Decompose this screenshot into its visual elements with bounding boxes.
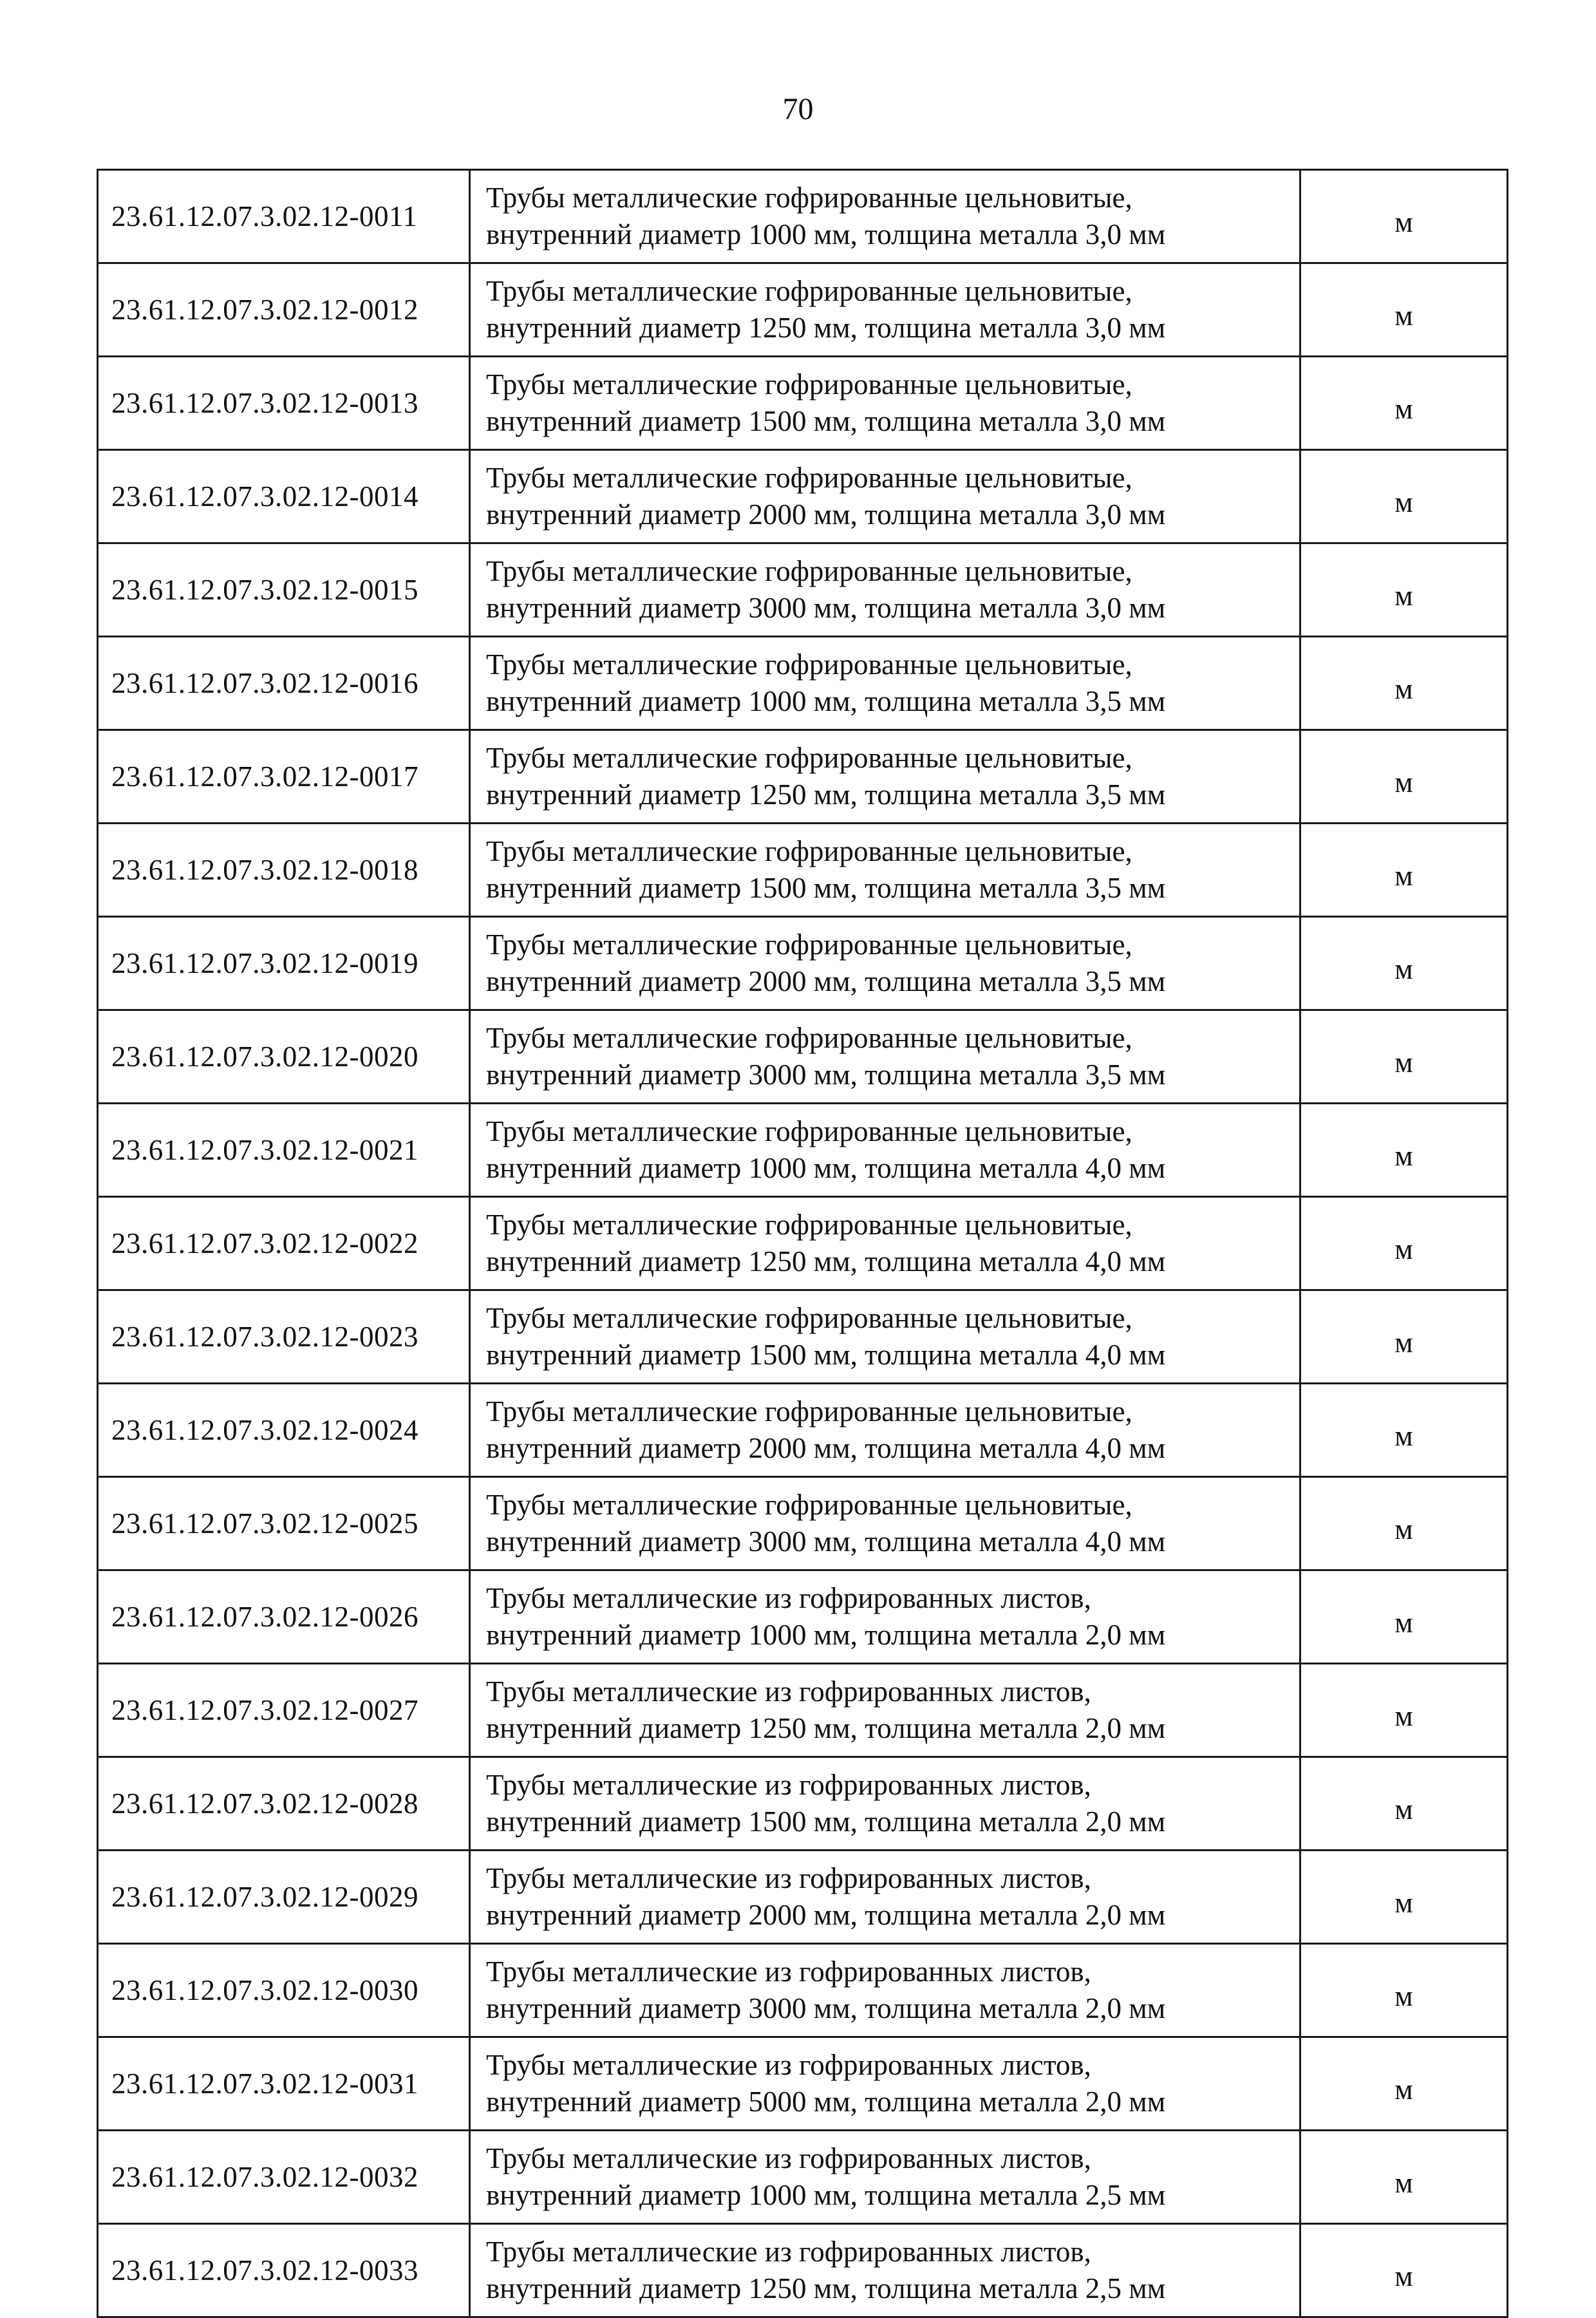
resource-code-cell: 23.61.12.07.3.02.12-0025 xyxy=(98,1477,470,1570)
resource-name-line-1: Трубы металлические гофрированные цельновитые, xyxy=(486,555,1132,587)
resource-code-cell: 23.61.12.07.3.02.12-0022 xyxy=(98,1197,470,1290)
resource-name-cell xyxy=(470,543,1300,637)
resource-name-cell xyxy=(470,1197,1300,1290)
resource-name-line-1: Трубы металлические гофрированные цельновитые, xyxy=(486,462,1132,494)
resource-name-cell xyxy=(470,2131,1300,2224)
resource-name-line-2: внутренний диаметр 2000 мм, толщина металла 2,0 мм xyxy=(486,1899,1166,1931)
resource-name-line-2: внутренний диаметр 1000 мм, толщина металла 3,0 мм xyxy=(486,218,1166,250)
resource-code-cell: 23.61.12.07.3.02.12-0023 xyxy=(98,1290,470,1384)
resource-code-cell: 23.61.12.07.3.02.12-0019 xyxy=(98,917,470,1010)
table-row xyxy=(98,450,1508,543)
table-row xyxy=(98,1197,1508,1290)
unit-cell: м xyxy=(1300,450,1508,543)
resource-name-line-2: внутренний диаметр 2000 мм, толщина металла 3,5 мм xyxy=(486,965,1166,997)
table-row xyxy=(98,2037,1508,2131)
resource-name-cell xyxy=(470,917,1300,1010)
resource-name-line-1: Трубы металлические гофрированные цельновитые, xyxy=(486,182,1132,214)
unit-cell: м xyxy=(1300,917,1508,1010)
resource-name-cell xyxy=(470,1944,1300,2037)
table-row xyxy=(98,2131,1508,2224)
resource-name-cell xyxy=(470,357,1300,450)
resource-code-cell: 23.61.12.07.3.02.12-0020 xyxy=(98,1010,470,1104)
unit-cell: м xyxy=(1300,824,1508,917)
resource-name-line-2: внутренний диаметр 1000 мм, толщина металла 4,0 мм xyxy=(486,1152,1166,1184)
table-row xyxy=(98,2224,1508,2317)
resource-code-cell: 23.61.12.07.3.02.12-0026 xyxy=(98,1570,470,1664)
resource-name-cell xyxy=(470,2037,1300,2131)
resource-name-cell xyxy=(470,1570,1300,1664)
resource-code-cell: 23.61.12.07.3.02.12-0030 xyxy=(98,1944,470,2037)
resource-code-cell: 23.61.12.07.3.02.12-0013 xyxy=(98,357,470,450)
resource-name-cell xyxy=(470,1384,1300,1477)
resource-catalog-table xyxy=(97,169,1508,2318)
resource-name-cell xyxy=(470,1290,1300,1384)
unit-cell: м xyxy=(1300,1477,1508,1570)
unit-cell: м xyxy=(1300,1570,1508,1664)
table-row xyxy=(98,1477,1508,1570)
table-row xyxy=(98,170,1508,263)
resource-name-line-2: внутренний диаметр 1250 мм, толщина металла 3,5 мм xyxy=(486,778,1166,811)
resource-code-cell: 23.61.12.07.3.02.12-0011 xyxy=(98,170,470,263)
resource-name-cell xyxy=(470,1851,1300,1944)
table-row xyxy=(98,543,1508,637)
unit-cell: м xyxy=(1300,2131,1508,2224)
resource-code-cell: 23.61.12.07.3.02.12-0029 xyxy=(98,1851,470,1944)
table-row xyxy=(98,1010,1508,1104)
resource-name-line-1: Трубы металлические гофрированные цельновитые, xyxy=(486,1209,1132,1241)
resource-code-cell: 23.61.12.07.3.02.12-0016 xyxy=(98,637,470,730)
resource-name-line-1: Трубы металлические гофрированные цельновитые, xyxy=(486,928,1132,961)
resource-name-cell xyxy=(470,637,1300,730)
resource-code-cell: 23.61.12.07.3.02.12-0033 xyxy=(98,2224,470,2317)
table-row xyxy=(98,637,1508,730)
resource-code-cell: 23.61.12.07.3.02.12-0028 xyxy=(98,1757,470,1851)
table-row xyxy=(98,1570,1508,1664)
resource-code-cell: 23.61.12.07.3.02.12-0012 xyxy=(98,263,470,357)
unit-cell: м xyxy=(1300,1010,1508,1104)
table-body xyxy=(98,170,1508,2317)
resource-name-cell xyxy=(470,450,1300,543)
unit-cell: м xyxy=(1300,357,1508,450)
resource-code-cell: 23.61.12.07.3.02.12-0015 xyxy=(98,543,470,637)
resource-name-line-2: внутренний диаметр 1000 мм, толщина металла 2,0 мм xyxy=(486,1619,1166,1651)
resource-name-line-2: внутренний диаметр 1250 мм, толщина металла 2,0 мм xyxy=(486,1712,1166,1744)
unit-cell: м xyxy=(1300,1290,1508,1384)
unit-cell: м xyxy=(1300,1664,1508,1757)
resource-name-line-2: внутренний диаметр 3000 мм, толщина металла 4,0 мм xyxy=(486,1525,1166,1558)
resource-code-cell: 23.61.12.07.3.02.12-0024 xyxy=(98,1384,470,1477)
resource-name-line-1: Трубы металлические из гофрированных листов, xyxy=(486,2049,1091,2081)
resource-code-cell: 23.61.12.07.3.02.12-0014 xyxy=(98,450,470,543)
resource-name-line-1: Трубы металлические из гофрированных листов, xyxy=(486,1582,1091,1614)
resource-name-line-2: внутренний диаметр 3000 мм, толщина металла 2,0 мм xyxy=(486,1992,1166,2024)
resource-name-line-2: внутренний диаметр 2000 мм, толщина металла 3,0 мм xyxy=(486,498,1166,531)
resource-name-line-1: Трубы металлические из гофрированных листов, xyxy=(486,1675,1091,1708)
table-row xyxy=(98,730,1508,824)
unit-cell: м xyxy=(1300,170,1508,263)
resource-name-line-1: Трубы металлические из гофрированных листов, xyxy=(486,1769,1091,1801)
resource-name-cell xyxy=(470,1664,1300,1757)
resource-name-line-1: Трубы металлические из гофрированных листов, xyxy=(486,2142,1091,2174)
unit-cell: м xyxy=(1300,1757,1508,1851)
resource-code-cell: 23.61.12.07.3.02.12-0032 xyxy=(98,2131,470,2224)
table-row xyxy=(98,1664,1508,1757)
unit-cell: м xyxy=(1300,1104,1508,1197)
resource-name-line-1: Трубы металлические гофрированные цельновитые, xyxy=(486,1489,1132,1521)
resource-name-line-2: внутренний диаметр 1250 мм, толщина металла 4,0 мм xyxy=(486,1245,1166,1277)
resource-name-cell xyxy=(470,170,1300,263)
table-row xyxy=(98,1384,1508,1477)
unit-cell: м xyxy=(1300,730,1508,824)
resource-name-line-1: Трубы металлические гофрированные цельновитые, xyxy=(486,648,1132,681)
resource-code-cell: 23.61.12.07.3.02.12-0017 xyxy=(98,730,470,824)
resource-code-cell: 23.61.12.07.3.02.12-0018 xyxy=(98,824,470,917)
resource-code-cell: 23.61.12.07.3.02.12-0021 xyxy=(98,1104,470,1197)
resource-name-line-2: внутренний диаметр 3000 мм, толщина металла 3,0 мм xyxy=(486,592,1166,624)
resource-name-line-1: Трубы металлические гофрированные цельновитые, xyxy=(486,368,1132,400)
table-row xyxy=(98,1757,1508,1851)
resource-name-line-1: Трубы металлические гофрированные цельновитые, xyxy=(486,1022,1132,1054)
resource-name-cell xyxy=(470,730,1300,824)
unit-cell: м xyxy=(1300,2037,1508,2131)
resource-name-line-1: Трубы металлические из гофрированных листов, xyxy=(486,1862,1091,1894)
table-row xyxy=(98,1851,1508,1944)
resource-name-line-2: внутренний диаметр 1000 мм, толщина металла 3,5 мм xyxy=(486,685,1166,717)
resource-name-cell xyxy=(470,1477,1300,1570)
resource-name-line-1: Трубы металлические из гофрированных листов, xyxy=(486,2236,1091,2268)
table-row xyxy=(98,824,1508,917)
unit-cell: м xyxy=(1300,1197,1508,1290)
resource-name-cell xyxy=(470,1010,1300,1104)
resource-name-line-1: Трубы металлические из гофрированных листов, xyxy=(486,1955,1091,1988)
unit-cell: м xyxy=(1300,263,1508,357)
unit-cell: м xyxy=(1300,1944,1508,2037)
resource-name-line-2: внутренний диаметр 1500 мм, толщина металла 2,0 мм xyxy=(486,1805,1166,1838)
resource-name-line-2: внутренний диаметр 5000 мм, толщина металла 2,0 мм xyxy=(486,2086,1166,2118)
resource-name-cell xyxy=(470,824,1300,917)
resource-code-cell: 23.61.12.07.3.02.12-0027 xyxy=(98,1664,470,1757)
resource-name-line-2: внутренний диаметр 3000 мм, толщина металла 3,5 мм xyxy=(486,1059,1166,1091)
unit-cell: м xyxy=(1300,1384,1508,1477)
resource-name-line-1: Трубы металлические гофрированные цельновитые, xyxy=(486,275,1132,307)
table-row xyxy=(98,263,1508,357)
resource-name-line-1: Трубы металлические гофрированные цельновитые, xyxy=(486,1302,1132,1334)
resource-name-line-2: внутренний диаметр 2000 мм, толщина металла 4,0 мм xyxy=(486,1432,1166,1464)
unit-cell: м xyxy=(1300,543,1508,637)
unit-cell: м xyxy=(1300,2224,1508,2317)
resource-name-line-2: внутренний диаметр 1500 мм, толщина металла 3,0 мм xyxy=(486,405,1166,437)
unit-cell: м xyxy=(1300,637,1508,730)
resource-name-line-1: Трубы металлические гофрированные цельновитые, xyxy=(486,835,1132,867)
resource-name-cell xyxy=(470,2224,1300,2317)
resource-name-line-2: внутренний диаметр 1500 мм, толщина металла 4,0 мм xyxy=(486,1339,1166,1371)
resource-name-cell xyxy=(470,1104,1300,1197)
table-row xyxy=(98,917,1508,1010)
page-number: 70 xyxy=(782,92,814,126)
resource-code-cell: 23.61.12.07.3.02.12-0031 xyxy=(98,2037,470,2131)
resource-name-line-2: внутренний диаметр 1000 мм, толщина металла 2,5 мм xyxy=(486,2179,1166,2211)
resource-name-cell xyxy=(470,263,1300,357)
table-row xyxy=(98,1290,1508,1384)
resource-name-line-2: внутренний диаметр 1250 мм, толщина металла 2,5 мм xyxy=(486,2272,1166,2304)
resource-name-line-2: внутренний диаметр 1500 мм, толщина металла 3,5 мм xyxy=(486,872,1166,904)
resource-name-line-1: Трубы металлические гофрированные цельновитые, xyxy=(486,1115,1132,1147)
unit-cell: м xyxy=(1300,1851,1508,1944)
table-row xyxy=(98,1104,1508,1197)
table-row xyxy=(98,1944,1508,2037)
resource-name-cell xyxy=(470,1757,1300,1851)
resource-name-line-1: Трубы металлические гофрированные цельновитые, xyxy=(486,742,1132,774)
resource-name-line-1: Трубы металлические гофрированные цельновитые, xyxy=(486,1395,1132,1428)
table-row xyxy=(98,357,1508,450)
resource-name-line-2: внутренний диаметр 1250 мм, толщина металла 3,0 мм xyxy=(486,312,1166,344)
